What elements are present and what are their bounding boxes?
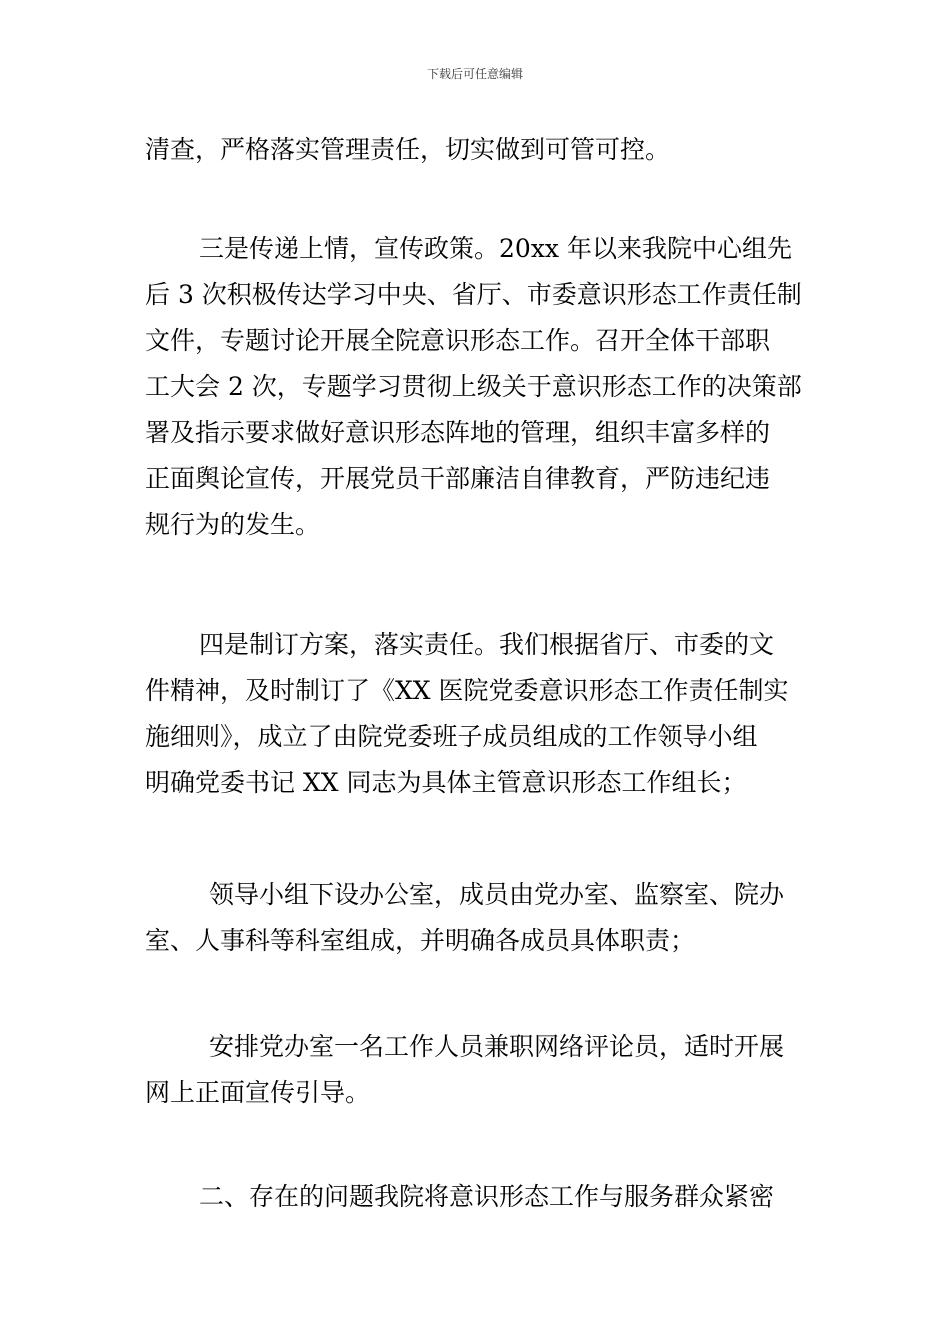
paragraph-plan-responsibility: [145, 622, 810, 806]
paragraph-policy-publicity: [145, 226, 810, 548]
text-line: 四是制订方案，落实责任。我们根据省厅、市委的文: [199, 630, 775, 659]
text-line: 施细则》，成立了由院党委班子成员组成的工作领导小组: [145, 722, 758, 751]
paragraph-network-commentator: [145, 1024, 810, 1116]
text-line: 网上正面宣传引导。: [145, 1078, 371, 1107]
paragraph-leading-group-office: [145, 872, 810, 964]
text-line: 正面舆论宣传，开展党员干部廉洁自律教育，严防违纪违: [145, 464, 771, 493]
text-line: 后 3 次积极传达学习中央、省厅、市委意识形态工作责任制: [145, 280, 802, 309]
text-line: 工大会 2 次，专题学习贯彻上级关于意识形态工作的决策部: [145, 372, 802, 401]
text-line: 三是传递上情，宣传政策。20xx 年以来我院中心组先: [199, 234, 792, 263]
text-line: 明确党委书记 XX 同志为具体主管意识形态工作组长；: [145, 768, 747, 797]
text-line: 安排党办室一名工作人员兼职网络评论员，适时开展: [209, 1032, 785, 1061]
text-line: 领导小组下设办公室，成员由党办室、监察室、院办: [209, 880, 785, 909]
text-line: 件精神，及时制订了《XX 医院党委意识形态工作责任制实: [145, 676, 789, 705]
text-line: 文件，专题讨论开展全院意识形态工作。召开全体干部职: [145, 326, 771, 355]
text-line: 室、人事科等科室组成，并明确各成员具体职责；: [145, 926, 696, 955]
paragraph-existing-problems: [145, 1174, 810, 1220]
text-line: 清查，严格落实管理责任，切实做到可管可控。: [145, 135, 671, 164]
text-line: 规行为的发生。: [145, 510, 321, 539]
page-header: 下载后可任意编辑: [426, 67, 523, 81]
text-line: 署及指示要求做好意识形态阵地的管理，组织丰富多样的: [145, 418, 771, 447]
text-line: 二、存在的问题我院将意识形态工作与服务群众紧密: [199, 1182, 775, 1211]
paragraph-continuation: [145, 127, 810, 173]
